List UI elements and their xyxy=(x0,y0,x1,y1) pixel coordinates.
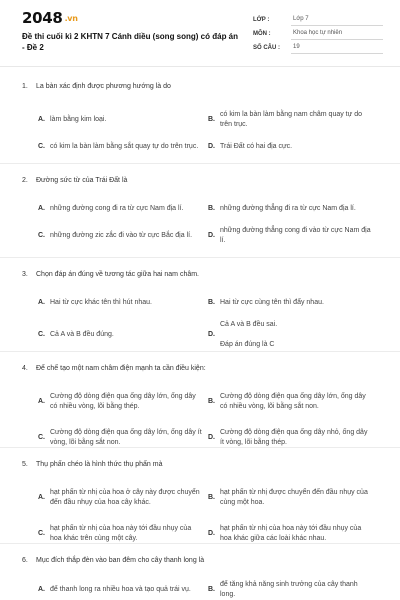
answer-options xyxy=(22,488,378,544)
question-text-row xyxy=(22,364,378,374)
option-letter: B. xyxy=(208,586,215,593)
answer-option-d[interactable] xyxy=(208,226,378,246)
option-row xyxy=(38,204,378,214)
option-letter: C. xyxy=(38,530,45,537)
option-letter: A. xyxy=(38,299,45,306)
logo-text: 2048 xyxy=(22,9,63,27)
answer-option-c[interactable] xyxy=(38,226,208,246)
answer-options xyxy=(22,298,378,350)
option-letter: C. xyxy=(38,143,45,150)
answer-option-c[interactable] xyxy=(38,142,208,152)
option-letter: A. xyxy=(38,494,45,501)
document-meta xyxy=(253,13,383,54)
question-text: Để chế tạo một nam châm điện mạnh ta cần điều kiện: xyxy=(36,365,206,372)
question-text: La bàn xác định được phương hướng là do xyxy=(36,83,171,90)
option-letter: A. xyxy=(38,398,45,405)
option-row xyxy=(38,320,378,350)
option-text: Cường độ dòng điện qua ống dây lớn, ống dây có nhiều vòng, lõi bằng thép. xyxy=(50,393,196,410)
site-logo[interactable] xyxy=(22,9,78,27)
question-text: Mục đích thắp đèn vào ban đêm cho cây thanh long là xyxy=(36,557,205,564)
meta-row-subject xyxy=(253,27,383,40)
question-text-row xyxy=(22,82,378,92)
question-number: 5. xyxy=(22,461,28,468)
option-row xyxy=(38,226,378,246)
option-letter: B. xyxy=(208,398,215,405)
option-text: những đường thẳng đi ra từ cực Nam địa lí. xyxy=(220,205,356,212)
meta-value: Lớp 7 xyxy=(291,14,383,26)
option-letter: D. xyxy=(208,232,215,239)
option-letter: D. xyxy=(208,530,215,537)
meta-label: SỐ CÂU : xyxy=(253,44,280,51)
option-letter: C. xyxy=(38,434,45,441)
answer-option-b[interactable] xyxy=(208,488,378,508)
answer-option-b[interactable] xyxy=(208,298,378,308)
option-text: hạt phấn từ nhị của hoa này tới đầu nhụy của hoa khác giữa các loài khác nhau. xyxy=(220,525,362,542)
question-1 xyxy=(0,82,400,152)
option-text: làm bằng kim loại. xyxy=(50,116,107,123)
header xyxy=(0,0,400,66)
question-text: Thụ phấn chéo là hình thức thụ phấn mà xyxy=(36,461,163,468)
answer-option-a[interactable] xyxy=(38,392,208,412)
answer-option-c[interactable] xyxy=(38,524,208,544)
meta-label: MÔN : xyxy=(253,30,271,37)
answer-option-c[interactable] xyxy=(38,428,208,448)
answer-option-b[interactable] xyxy=(208,392,378,412)
option-row xyxy=(38,110,378,130)
option-text: những đường thẳng cong đi vào từ cực Nam địa lí. xyxy=(220,227,371,244)
option-letter: A. xyxy=(38,116,45,123)
question-4 xyxy=(0,364,400,448)
option-row xyxy=(38,428,378,448)
question-text: Chọn đáp án đúng về tương tác giữa hai nam châm. xyxy=(36,271,200,278)
answer-options xyxy=(22,392,378,448)
answer-option-a[interactable] xyxy=(38,580,208,600)
option-text: hạt phấn từ nhị của hoa ở cây này được chuyển đến đầu nhụy của hoa cây khác. xyxy=(50,489,200,506)
option-text: hạt phấn từ nhị của hoa này tới đầu nhụy của hoa khác trên cùng một cây. xyxy=(50,525,192,542)
answer-option-d[interactable] xyxy=(208,428,378,448)
option-text: Cả A và B đều đúng. xyxy=(50,331,114,338)
answer-option-d[interactable] xyxy=(208,320,378,350)
meta-row-grade xyxy=(253,13,383,26)
option-letter: D. xyxy=(208,331,215,338)
logo-domain: .vn xyxy=(64,14,78,23)
option-letter: D. xyxy=(208,143,215,150)
header-divider xyxy=(0,66,400,67)
option-letter: B. xyxy=(208,299,215,306)
option-text: Trái Đất có hai địa cực. xyxy=(220,143,293,150)
answer-option-d[interactable] xyxy=(208,142,378,152)
option-text: Hai từ cực khác tên thì hút nhau. xyxy=(50,299,152,306)
question-text-row xyxy=(22,556,378,566)
question-divider xyxy=(0,257,400,258)
question-divider xyxy=(0,351,400,352)
answer-option-a[interactable] xyxy=(38,204,208,214)
option-row xyxy=(38,524,378,544)
answer-option-c[interactable] xyxy=(38,320,208,350)
answer-option-a[interactable] xyxy=(38,110,208,130)
question-text: Đường sức từ của Trái Đất là xyxy=(36,177,128,184)
option-letter: C. xyxy=(38,331,45,338)
answer-option-b[interactable] xyxy=(208,110,378,130)
question-divider xyxy=(0,447,400,448)
answer-option-b[interactable] xyxy=(208,580,378,600)
question-3 xyxy=(0,270,400,350)
meta-value: 19 xyxy=(291,42,383,54)
document-title: Đề thi cuối kì 2 KHTN 7 Cánh diều (song song) có đáp án - Đề 2 xyxy=(22,32,239,52)
option-row xyxy=(38,142,378,152)
meta-row-count xyxy=(253,41,383,54)
meta-label: LỚP : xyxy=(253,16,270,23)
question-number: 4. xyxy=(22,365,28,372)
question-6 xyxy=(0,556,400,600)
option-text: Cả A và B đều sai. Đáp án đúng là C xyxy=(220,321,278,348)
option-letter: A. xyxy=(38,205,45,212)
answer-option-b[interactable] xyxy=(208,204,378,214)
option-row xyxy=(38,488,378,508)
option-row xyxy=(38,580,378,600)
answer-options xyxy=(22,204,378,246)
option-letter: C. xyxy=(38,232,45,239)
option-letter: D. xyxy=(208,434,215,441)
question-text-row xyxy=(22,270,378,280)
question-text-row xyxy=(22,176,378,186)
option-text: hạt phấn từ nhị được chuyển đến đầu nhụy của cùng một hoa. xyxy=(220,489,368,506)
option-text: để tăng khả năng sinh trưởng của cây thanh long. xyxy=(220,581,358,598)
option-text: những đường zic zắc đi vào từ cực Bắc địa lí. xyxy=(50,232,193,239)
option-letter: B. xyxy=(208,116,215,123)
answer-options xyxy=(22,580,378,600)
question-number: 1. xyxy=(22,83,28,90)
option-text: Cường độ dòng điện qua ống dây lớn, ống dây ít vòng, lõi bằng sắt non. xyxy=(50,429,202,446)
question-text-row xyxy=(22,460,378,470)
question-2 xyxy=(0,176,400,246)
meta-value: Khoa học tự nhiên xyxy=(291,28,383,40)
option-text: Hai từ cực cùng tên thì đẩy nhau. xyxy=(220,299,324,306)
option-text: Cường độ dòng điện qua ống dây lớn, ống dây có nhiều vòng, lõi bằng sắt non. xyxy=(220,393,366,410)
question-5 xyxy=(0,460,400,544)
option-row xyxy=(38,298,378,308)
answer-option-a[interactable] xyxy=(38,298,208,308)
option-row xyxy=(38,392,378,412)
answer-option-a[interactable] xyxy=(38,488,208,508)
option-letter: A. xyxy=(38,586,45,593)
answer-options xyxy=(22,110,378,152)
question-number: 2. xyxy=(22,177,28,184)
option-letter: B. xyxy=(208,494,215,501)
answer-option-d[interactable] xyxy=(208,524,378,544)
question-divider xyxy=(0,543,400,544)
option-text: có kim la bàn làm bằng sắt quay tự do trên trục. xyxy=(50,143,199,150)
option-text: Cường độ dòng điện qua ống dây nhỏ, ống dây ít vòng, lõi bằng thép. xyxy=(220,429,368,446)
question-divider xyxy=(0,163,400,164)
option-text: có kim la bàn làm bằng nam châm quay tự do trên trục. xyxy=(220,111,363,128)
option-text: những đường cong đi ra từ cực Nam địa lí. xyxy=(50,205,184,212)
question-number: 3. xyxy=(22,271,28,278)
option-text: để thanh long ra nhiều hoa và tạo quả trái vụ. xyxy=(50,586,191,593)
question-number: 6. xyxy=(22,557,28,564)
option-letter: B. xyxy=(208,205,215,212)
